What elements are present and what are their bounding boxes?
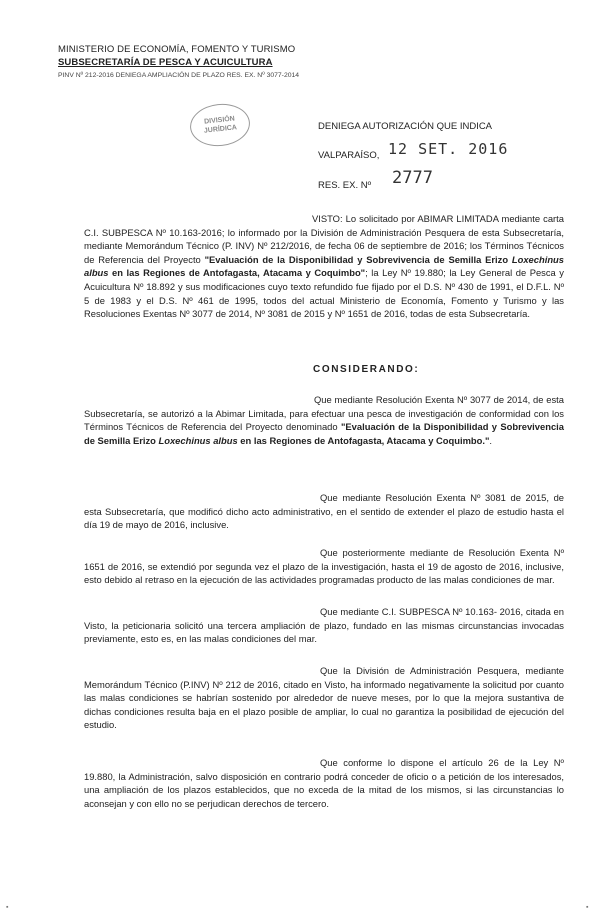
corner-mark-right: ▪: [586, 904, 589, 911]
c6-text: Que conforme lo dispone el artículo 26 de la Ley Nº 19.880, la Administración, salvo disposición en contrario podrá conceder de oficio o a petición de los interesados, una ampliación de los plazos establecidos, que no exceda de la mitad de los mismos, si las circunstancias lo aconsejan y con ello no se perjudican derechos de tercero.: [84, 757, 564, 809]
considerando-5: [84, 664, 564, 732]
c4-text: Que mediante C.I. SUBPESCA Nº 10.163- 2016, citada en Visto, la peticionaria solicitó una tercera ampliación de plazo, fundado en las mismas circunstancias invocadas previamente, esto es, en las malas condiciones del mar.: [84, 606, 564, 645]
visto-lead: VISTO:: [312, 213, 343, 224]
considerando-heading: CONSIDERANDO:: [313, 364, 420, 375]
document-reference: PINV Nº 212-2016 DENIEGA AMPLIACIÓN DE PLAZO RES. EX. Nº 3077-2014: [58, 72, 300, 79]
c1-project-title-2: en las Regiones de Antofagasta, Atacama y Coquimbo.": [237, 434, 490, 446]
c1-species-name: Loxechinus albus: [158, 434, 238, 446]
subsecretaria-name: SUBSECRETARÍA DE PESCA Y ACUICULTURA: [58, 57, 273, 68]
considerando-1: [84, 393, 564, 447]
city-label: VALPARAÍSO,: [318, 150, 380, 161]
c1-end: .: [489, 434, 493, 446]
stamp-line-2: JURÍDICA: [203, 124, 238, 135]
visto-text-2: ; la Ley Nº 19.880; la Ley General de Pesca y Acuicultura Nº 18.892 y sus modificaciones cuyo texto refundido fue fijado por el D.S. Nº 430 de 1991, el D.F.L. Nº 5 de 1983 y el D.S. Nº 461 de 1995, todos del actual Ministerio de Economía, Fomento y Turismo y las Resoluciones Exentas Nº 3077 de 2014, Nº 3081 de 2015 y Nº 1651 de 2016, todas de esta Subsecretaría.: [84, 267, 564, 320]
c1-project-title-1: "Evaluación de la Disponibilidad y Sobrevivencia de Semilla Erizo: [84, 421, 564, 446]
visto-project-title-1: "Evaluación de la Disponibilidad y Sobrevivencia de Semilla Erizo: [204, 253, 512, 265]
considerando-2: [84, 491, 564, 532]
resolution-title: DENIEGA AUTORIZACIÓN QUE INDICA: [318, 121, 493, 132]
visto-text-1: Lo solicitado por ABIMAR LIMITADA mediante carta C.I. SUBPESCA Nº 10.163-2016; lo informado por la División de Administración Pesquera de esta Subsecretaría, mediante Memorándum Técnico (P. INV) Nº 212/2016, de fecha 06 de septiembre de 2016; los Términos Técnicos de Referencia del Proyecto: [84, 213, 564, 265]
resolution-number-label: RES. EX. Nº: [318, 180, 372, 191]
considerando-3: [84, 546, 564, 587]
visto-paragraph: [84, 212, 564, 321]
division-juridica-stamp: [188, 101, 252, 149]
c5-text: Que la División de Administración Pesquera, mediante Memorándum Técnico (P.INV) Nº 212 de 2016, citado en Visto, ha informado negativamente la solicitud por cuanto las malas condiciones se habrían sostenido por alrededor de nueve meses, por lo que la mejora sustantiva de dichas condiciones resulta baja en el plazo posible de ampliar, lo cual no garantiza la posibilidad de ejecución del estudio.: [84, 665, 564, 731]
c2-text: Que mediante Resolución Exenta Nº 3081 de 2015, de esta Subsecretaría, que modificó dicho acto administrativo, en el sentido de extender el plazo de estudio hasta el día 19 de mayo de 2016, inclusive.: [84, 492, 564, 531]
considerando-4: [84, 605, 564, 646]
ministry-name: MINISTERIO DE ECONOMÍA, FOMENTO Y TURISMO: [58, 44, 296, 55]
resolution-number: 2777: [392, 168, 433, 188]
c3-text: Que posteriormente mediante de Resolución Exenta Nº 1651 de 2016, se extendió por segunda vez el plazo de la investigación, hasta el 19 de agosto de 2016, inclusive, esto debido al retraso en la ejecución de las actividades programadas producto de las malas condiciones de mar.: [84, 547, 564, 586]
visto-species-name: Loxechinus albus: [84, 253, 564, 279]
resolution-date: 12 SET. 2016: [388, 140, 509, 158]
c1-text: Que mediante Resolución Exenta Nº 3077 de 2014, de esta Subsecretaría, se autorizó a la Abimar Limitada, para efectuar una pesca de investigación de conformidad con los Términos Técnicos de Referencia del Proyecto denominado: [84, 394, 564, 433]
considerando-6: [84, 756, 564, 810]
corner-mark-left: ▪: [6, 904, 9, 911]
visto-project-title-2: en las Regiones de Antofagasta, Atacama y Coquimbo": [108, 267, 366, 279]
stamp-line-1: DIVISIÓN: [203, 115, 236, 126]
